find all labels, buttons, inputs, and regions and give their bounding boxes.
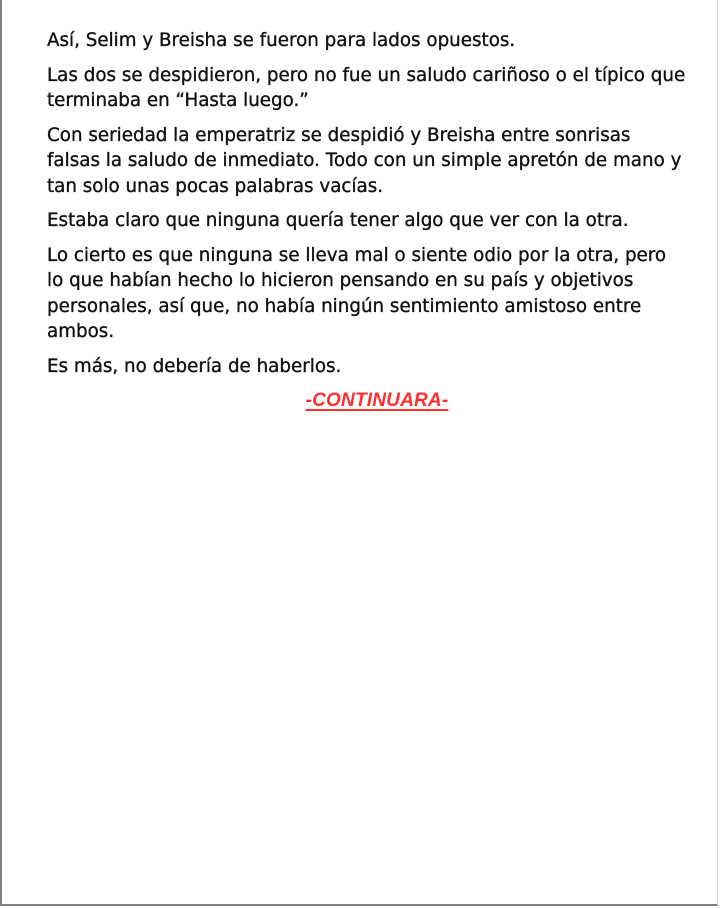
paragraph-3: Con seriedad la emperatriz se despidió y Breisha entre sonrisas falsas la saludo de inmediato. Todo con un simple apretón de mano y tan solo unas pocas palabras vacías. (47, 124, 682, 197)
paragraph-4: Estaba claro que ninguna quería tener algo que ver con la otra. (47, 210, 629, 231)
paragraph-6: Es más, no debería de haberlos. (47, 355, 342, 377)
paragraph-2: Las dos se despidieron, pero no fue un saludo cariñoso o el típico que terminaba en “Hasta luego.” (47, 64, 686, 111)
continuara-label: -CONTINUARA- (305, 390, 449, 411)
paragraph-5: Lo cierto es que ninguna se lleva mal o siente odio por la otra, pero lo que habían hecho lo hicieron pensando en su país y objetivos personales, así que, no había ningún sentimiento amistoso entre ambos. (47, 244, 667, 342)
story-text (47, 28, 687, 414)
continuara-heading (47, 388, 687, 414)
paragraph-1: Así, Selim y Breisha se fueron para lados opuestos. (47, 30, 516, 51)
